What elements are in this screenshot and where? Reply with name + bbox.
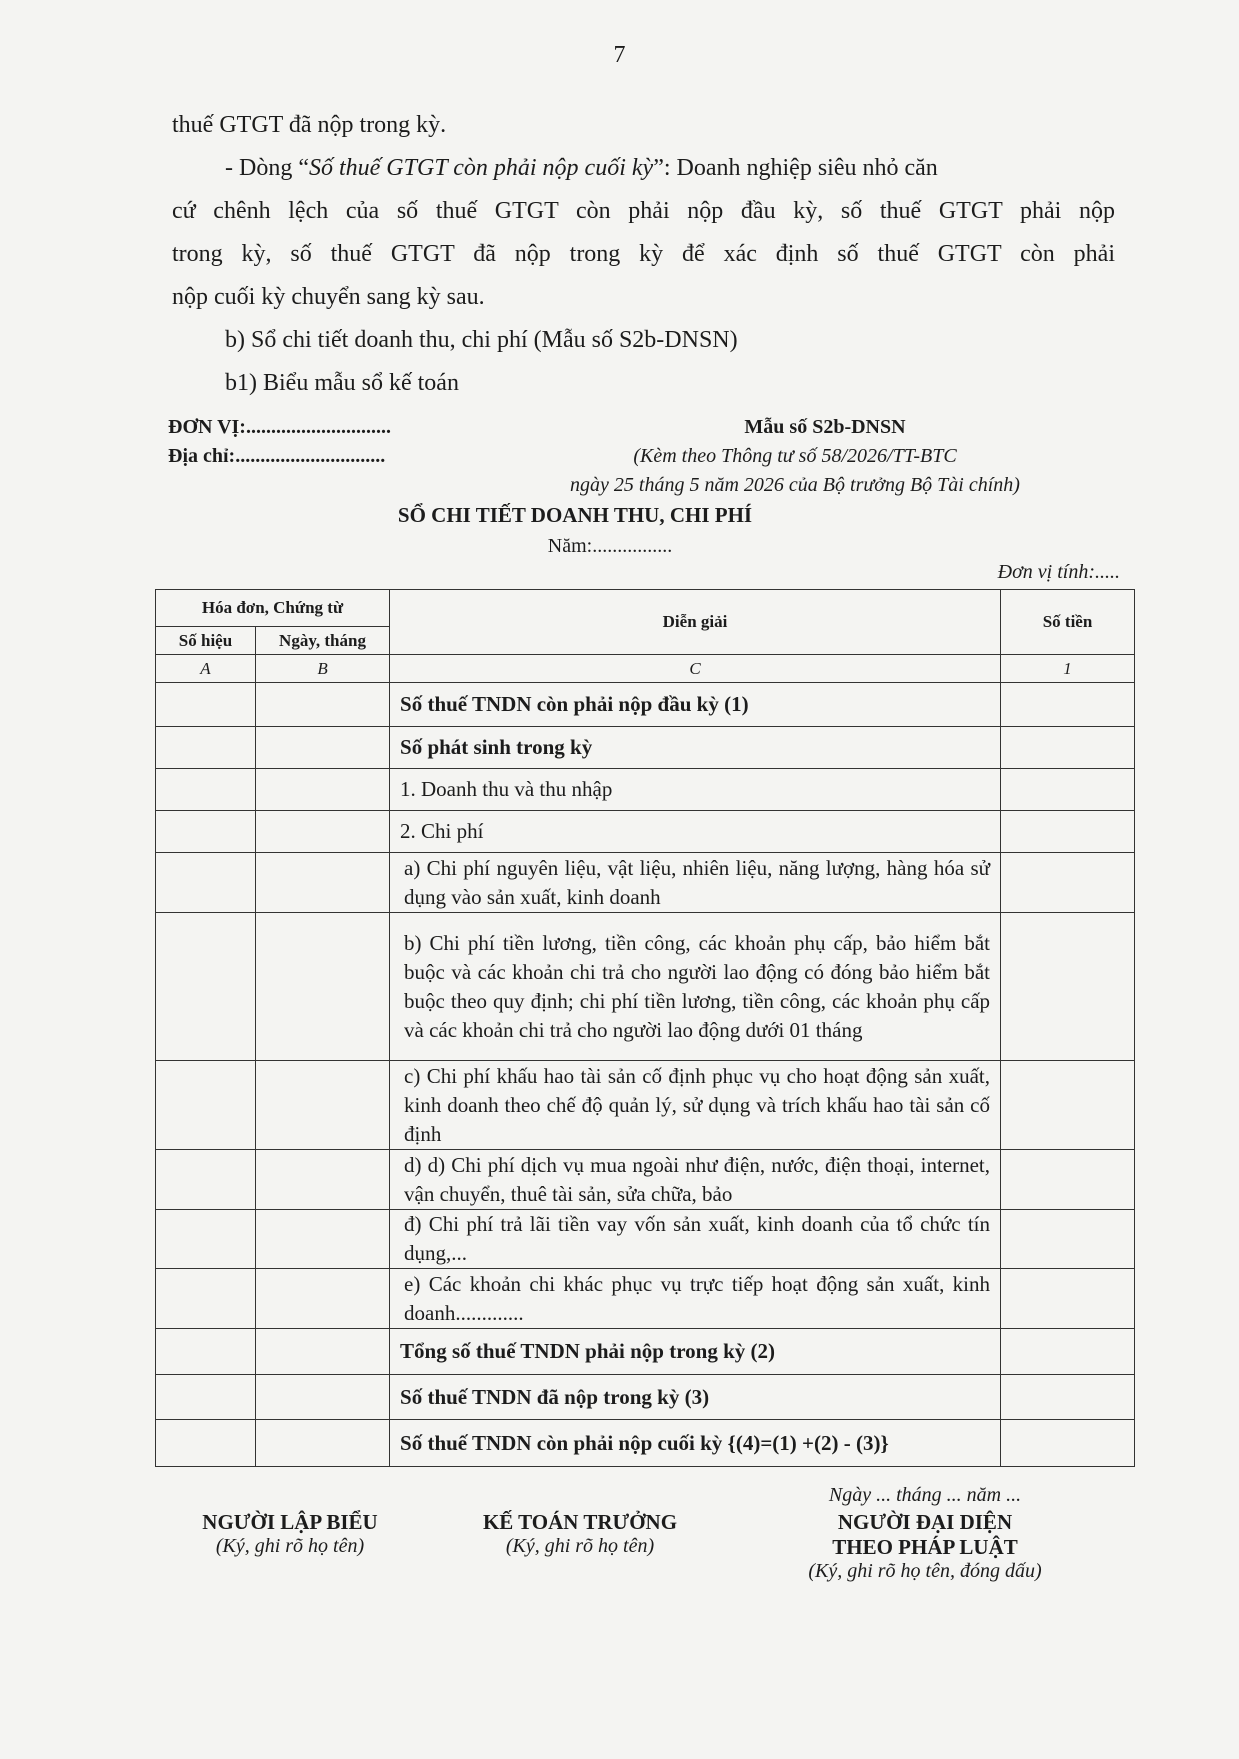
number-cell — [156, 769, 256, 811]
table-row — [156, 1061, 1135, 1150]
description-cell: 2. Chi phí — [390, 811, 1001, 853]
table-row — [156, 1210, 1135, 1269]
amount-cell — [1001, 1375, 1135, 1420]
description-cell: Số thuế TNDN còn phải nộp cuối kỳ {(4)=(1) +(2) - (3)} — [390, 1420, 1001, 1467]
table-row — [156, 811, 1135, 853]
amount-cell — [1001, 1061, 1135, 1150]
accountant-title: KẾ TOÁN TRƯỞNG — [482, 1510, 678, 1534]
amount-cell — [1001, 683, 1135, 727]
amount-cell — [1001, 1150, 1135, 1210]
code-a: A — [156, 655, 256, 683]
form-number: Mẫu số S2b-DNSN — [744, 416, 906, 438]
date-cell — [256, 1269, 390, 1329]
representative-note: (Ký, ghi rõ họ tên, đóng dấu) — [808, 1560, 1042, 1582]
representative-title-1: NGƯỜI ĐẠI DIỆN — [837, 1510, 1013, 1534]
date-cell — [256, 683, 390, 727]
description-cell: e) Các khoản chi khác phục vụ trực tiếp hoạt động sản xuất, kinh doanh............. — [390, 1269, 1001, 1329]
number-cell — [156, 727, 256, 769]
date-line-text: Ngày ... tháng ... năm ... — [828, 1484, 1022, 1506]
date-cell — [256, 1375, 390, 1420]
table-row — [156, 853, 1135, 913]
description-cell: Số phát sinh trong kỳ — [390, 727, 1001, 769]
date-cell — [256, 1329, 390, 1375]
description-cell: Số thuế TNDN đã nộp trong kỳ (3) — [390, 1375, 1001, 1420]
page-number: 7 — [613, 42, 626, 68]
number-cell — [156, 853, 256, 913]
attached-line-2: ngày 25 tháng 5 năm 2026 của Bộ trưởng Bộ Tài chính) — [570, 474, 1020, 496]
date-cell — [256, 1150, 390, 1210]
amount-cell — [1001, 811, 1135, 853]
description-cell: Tổng số thuế TNDN phải nộp trong kỳ (2) — [390, 1329, 1001, 1375]
table-row — [156, 913, 1135, 1061]
intro-line-2-italic: Số thuế GTGT còn phải nộp cuối kỳ — [308, 155, 654, 181]
header-description: Diễn giải — [390, 590, 1001, 655]
year-field: Năm:................ — [547, 535, 673, 557]
intro-line-5: nộp cuối kỳ chuyển sang kỳ sau. — [172, 284, 485, 310]
table-row — [156, 1269, 1135, 1329]
code-b: B — [256, 655, 390, 683]
description-cell: b) Chi phí tiền lương, tiền công, các khoản phụ cấp, bảo hiểm bắt buộc và các khoản chi trả cho người lao động có đóng bảo hiểm bắt buộc theo quy định; chi phí tiền lương, tiền công, các khoản phụ cấp và các khoản chi trả cho người lao động dưới 01 tháng — [390, 913, 1001, 1061]
description-cell: c) Chi phí khấu hao tài sản cố định phục vụ cho hoạt động sản xuất, kinh doanh theo chế độ quản lý, sử dụng và trích khấu hao tài sản cố định — [390, 1061, 1001, 1150]
header-amount: Số tiền — [1001, 590, 1135, 655]
header-date: Ngày, tháng — [256, 627, 390, 655]
amount-cell — [1001, 727, 1135, 769]
number-cell — [156, 1269, 256, 1329]
intro-line-2-suffix: ”: Doanh nghiệp siêu nhỏ căn — [653, 155, 938, 181]
intro-line-2 — [225, 153, 938, 183]
date-cell — [256, 1061, 390, 1150]
unit-measure: Đơn vị tính:..... — [997, 561, 1120, 583]
description-cell: đ) Chi phí trả lãi tiền vay vốn sản xuất, kinh doanh của tổ chức tín dụng,... — [390, 1210, 1001, 1269]
intro-line-7: b1) Biểu mẫu sổ kế toán — [225, 370, 459, 396]
amount-cell — [1001, 913, 1135, 1061]
number-cell — [156, 913, 256, 1061]
date-line — [760, 1482, 1090, 1507]
intro-line-1: thuế GTGT đã nộp trong kỳ. — [172, 112, 447, 138]
intro-line-2-prefix: - Dòng “ — [225, 155, 309, 181]
number-cell — [156, 1375, 256, 1420]
date-cell — [256, 913, 390, 1061]
intro-line-3: cứ chênh lệch của số thuế GTGT còn phải nộp đầu kỳ, số thuế GTGT phải nộp — [172, 198, 1115, 224]
table-row — [156, 727, 1135, 769]
address-field: Địa chỉ:.............................. — [168, 445, 386, 467]
representative-title-2: THEO PHÁP LUẬT — [832, 1535, 1018, 1559]
date-cell — [256, 1420, 390, 1467]
number-cell — [156, 1150, 256, 1210]
table-row — [156, 683, 1135, 727]
date-cell — [256, 1210, 390, 1269]
date-cell — [256, 853, 390, 913]
ledger-title: SỔ CHI TIẾT DOANH THU, CHI PHÍ — [397, 503, 753, 527]
description-cell: a) Chi phí nguyên liệu, vật liệu, nhiên liệu, năng lượng, hàng hóa sử dụng vào sản xuất, kinh doanh — [390, 853, 1001, 913]
code-1: 1 — [1001, 655, 1135, 683]
accountant-signature — [435, 1510, 725, 1558]
preparer-signature — [160, 1510, 420, 1558]
description-cell: 1. Doanh thu và thu nhập — [390, 769, 1001, 811]
description-cell: d) d) Chi phí dịch vụ mua ngoài như điện, nước, điện thoại, internet, vận chuyển, thuê tài sản, sửa chữa, bảo — [390, 1150, 1001, 1210]
preparer-note: (Ký, ghi rõ họ tên) — [215, 1535, 365, 1557]
unit-field: ĐƠN VỊ:............................. — [168, 416, 391, 438]
table-row — [156, 769, 1135, 811]
description-cell: Số thuế TNDN còn phải nộp đầu kỳ (1) — [390, 683, 1001, 727]
number-cell — [156, 683, 256, 727]
intro-line-6: b) Sổ chi tiết doanh thu, chi phí (Mẫu số S2b-DNSN) — [225, 327, 738, 353]
table-row — [156, 1420, 1135, 1467]
amount-cell — [1001, 1269, 1135, 1329]
attached-line-1: (Kèm theo Thông tư số 58/2026/TT-BTC — [633, 445, 957, 467]
number-cell — [156, 1210, 256, 1269]
amount-cell — [1001, 853, 1135, 913]
date-cell — [256, 727, 390, 769]
code-c: C — [390, 655, 1001, 683]
table-row — [156, 1150, 1135, 1210]
date-cell — [256, 769, 390, 811]
number-cell — [156, 1061, 256, 1150]
header-number: Số hiệu — [156, 627, 256, 655]
amount-cell — [1001, 1210, 1135, 1269]
number-cell — [156, 1420, 256, 1467]
amount-cell — [1001, 769, 1135, 811]
table-row — [156, 1329, 1135, 1375]
representative-signature — [745, 1510, 1105, 1583]
preparer-title: NGƯỜI LẬP BIỂU — [202, 1510, 378, 1534]
ledger-table — [155, 589, 1135, 1467]
number-cell — [156, 1329, 256, 1375]
amount-cell — [1001, 1420, 1135, 1467]
amount-cell — [1001, 1329, 1135, 1375]
accountant-note: (Ký, ghi rõ họ tên) — [505, 1535, 655, 1557]
number-cell — [156, 811, 256, 853]
intro-line-4: trong kỳ, số thuế GTGT đã nộp trong kỳ để xác định số thuế GTGT còn phải — [172, 241, 1115, 267]
table-row — [156, 1375, 1135, 1420]
header-invoice-group: Hóa đơn, Chứng từ — [156, 590, 390, 627]
date-cell — [256, 811, 390, 853]
